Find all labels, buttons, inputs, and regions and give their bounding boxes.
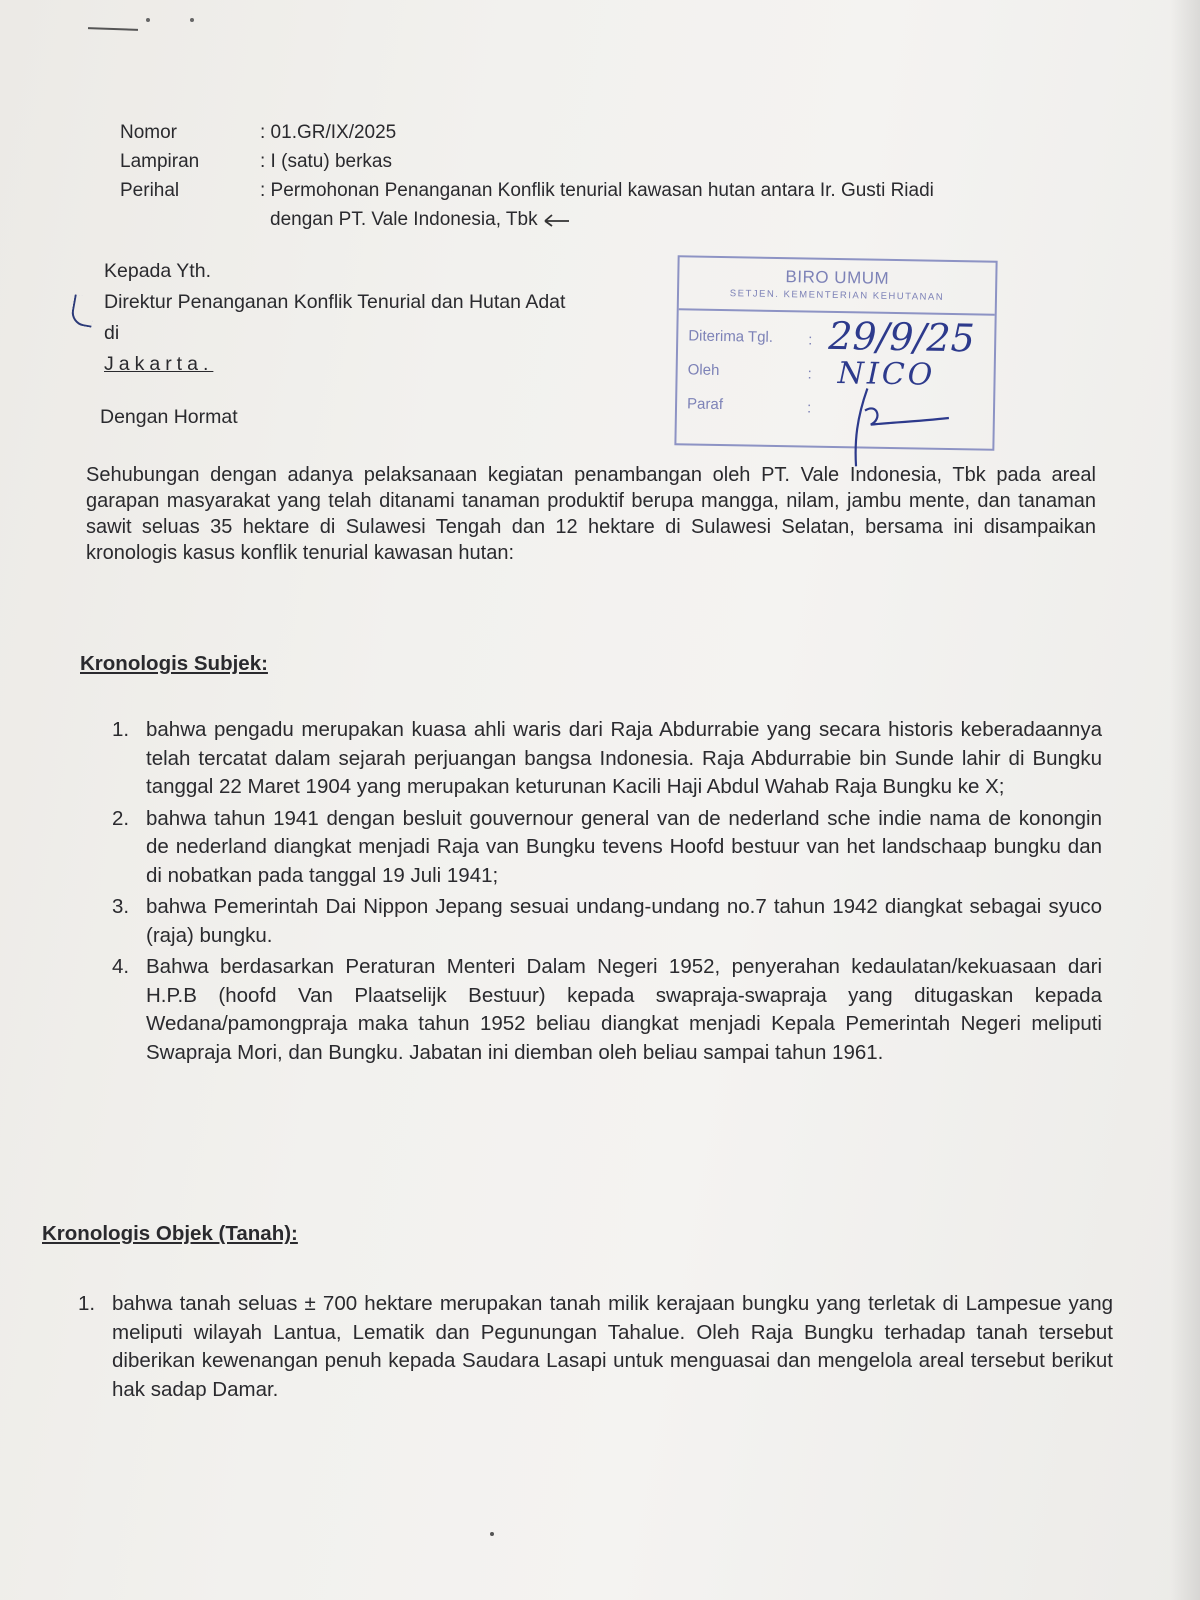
perihal-label: Perihal [120, 180, 180, 201]
stamp-title: BIRO UMUM [785, 267, 890, 288]
list-item-text: bahwa pengadu merupakan kuasa ahli waris dari Raja Abdurrabie yang secara historis keberadaannya telah tercatat dalam sejarah perjuangan bangsa Indonesia. Raja Abdurrabie bin Sunde lahir di Bungku tanggal 22 Maret 1904 yang merupakan keturunan Kacili Haji Abdul Wahab Raja Bungku ke X; [146, 718, 1102, 798]
list-item-text: bahwa Pemerintah Dai Nippon Jepang sesuai undang-undang no.7 tahun 1942 diangkat sebagai syuco (raja) bungku. [146, 895, 1102, 947]
perihal-row [120, 176, 1080, 234]
objek-list [78, 1290, 1113, 1407]
list-item [112, 953, 1102, 1067]
list-item [112, 893, 1102, 950]
recipient-di: di [104, 322, 120, 344]
list-item [78, 1290, 1113, 1404]
list-item-number: 1. [78, 1292, 96, 1315]
perihal-value [260, 176, 1080, 234]
section-title-objek: Kronologis Objek (Tanah): [42, 1222, 298, 1245]
letter-header [120, 118, 1080, 234]
perihal-line-2 [260, 205, 1080, 234]
list-item-number: 3. [112, 895, 130, 918]
perihal-line-2-text: dengan PT. Vale Indonesia, Tbk [270, 209, 538, 230]
greeting: Dengan Hormat [100, 406, 238, 428]
intro-paragraph: Sehubungan dengan adanya pelaksanaan kegiatan penambangan oleh PT. Vale Indonesia, Tbk pada areal garapan masyarakat yang telah ditanami tanaman produktif berupa mangga, nilam, jambu mente, dan tanaman sawit seluas 35 hektare di Sulawesi Tengah dan 12 hektare di Sulawesi Selatan, bersama ini disampaikan kronologis kasus konflik tenurial kawasan hutan: [86, 464, 1096, 564]
stamp-received-date: 29/9/25 [827, 313, 976, 361]
list-item-number: 4. [112, 955, 130, 978]
pen-dot [146, 18, 150, 22]
stamp-signature-label: Paraf [686, 395, 724, 414]
handwritten-arrow-icon [543, 213, 571, 227]
list-item-number: 2. [112, 806, 130, 830]
stamp-by-label: Oleh [687, 361, 720, 379]
stamp-colon: : [807, 365, 812, 383]
list-item [112, 805, 1102, 891]
pen-mark [88, 27, 138, 31]
lampiran-value: : I (satu) berkas [260, 151, 392, 172]
list-item [112, 716, 1102, 802]
lampiran-row [120, 147, 1080, 176]
nomor-label: Nomor [120, 122, 178, 143]
list-item-text: bahwa tanah seluas ± 700 hektare merupakan tanah milik kerajaan bungku yang terletak di Lampesue yang meliputi wilayah Lantua, Lematik dan Pegunungan Tahalue. Oleh Raja Bungku terhadap tanah tersebut diberikan kewenangan penuh kepada Saudara Lasapi untuk menguasai dan mengelola areal tersebut berikut hak sadap Damar. [112, 1292, 1113, 1401]
stamp-received-label: Diterima Tgl. [688, 327, 774, 346]
lampiran-label: Lampiran [120, 151, 200, 172]
subjek-list [112, 716, 1102, 1070]
recipient-block [104, 256, 664, 380]
receipt-stamp [674, 255, 997, 451]
stamp-colon: : [806, 399, 812, 417]
recipient-salutation: Kepada Yth. [104, 260, 211, 282]
list-item-text: Bahwa berdasarkan Peraturan Menteri Dalam Negeri 1952, penyerahan kedaulatan/kekuasaan dari H.P.B (hoofd Van Plaatselijk Bestuur) kepada swapraja-swapraja yang ditugaskan kepada Wedana/pamongpraja maka tahun 1952 beliau diangkat menjadi Kepala Pemerintah Negeri meliputi Swapraja Mori, dan Bungku. Jabatan ini diemban oleh beliau sampai tahun 1961. [146, 955, 1102, 1064]
recipient-city: Jakarta. [104, 353, 214, 375]
paper-speck [490, 1532, 494, 1536]
recipient-title: Direktur Penanganan Konflik Tenurial dan Hutan Adat [104, 291, 566, 313]
stamp-colon: : [808, 331, 813, 349]
list-item-text: bahwa tahun 1941 dengan besluit gouvernour general van de nederland sche indie nama de konongin de nederland diangkat menjadi Raja van Bungku tevens Hoofd bestuur van het landschaap bungku dan di nobatkan pada tanggal 19 Juli 1941; [146, 806, 1102, 887]
section-title-subjek: Kronologis Subjek: [80, 652, 268, 675]
handwritten-signature [836, 378, 958, 470]
pen-dot [190, 18, 194, 22]
list-item-number: 1. [112, 718, 130, 741]
stamp-subtitle: SETJEN. KEMENTERIAN KEHUTANAN [679, 287, 995, 316]
nomor-row [120, 118, 1080, 147]
stamp-received-by: NICO [837, 356, 936, 393]
handwritten-check-icon [70, 294, 97, 327]
nomor-value: : 01.GR/IX/2025 [260, 122, 397, 143]
perihal-line-1: : Permohonan Penanganan Konflik tenurial kawasan hutan antara Ir. Gusti Riadi [260, 180, 934, 201]
